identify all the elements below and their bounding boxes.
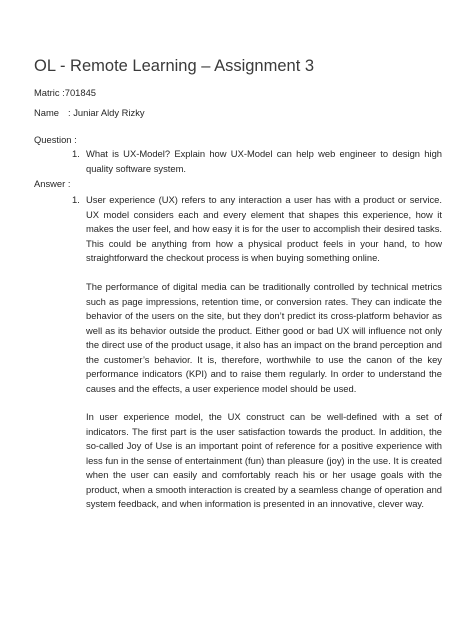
name-label: Name (34, 107, 60, 118)
matric-value: 701845 (64, 87, 97, 98)
matric-line (34, 87, 96, 98)
answer-paragraph-2: The performance of digital media can be traditionally controlled by technical metrics such as page impressions, retention time, or conversion rates. They can indicate the behavior of the users on the site, but they don’t predict its cross-platform behavior as well as its behavior outside the product. Either good or bad UX will influence not only the direct use of the product usage, it also has an impact on the brand perception and the customer’s behavior. It is, therefore, worthwhile to use the canon of the key performance indicators (KPI) and to raise them regularly. In order to understand the causes and the effects, a user experience model should be used. (86, 281, 442, 394)
question-text: What is UX-Model? Explain how UX-Model can help web engineer to design high quality software system. (86, 148, 442, 174)
name-value: : Juniar Aldy Rizky (68, 107, 145, 118)
answer-number: 1. (72, 194, 80, 205)
page-title: OL - Remote Learning – Assignment 3 (34, 57, 315, 75)
name-line (34, 107, 145, 118)
question-number: 1. (72, 148, 80, 159)
matric-label: Matric : (34, 87, 65, 98)
answer-paragraph-1: User experience (UX) refers to any interaction a user has with a product or service. UX model considers each and every element that shapes this experience, how it makes the user feel, and how easy it is for the user to accomplish their desired tasks. This could be anything from how a physical product feels in your hand, to how straightforward the checkout process is when buying something online. (86, 194, 442, 263)
answer-heading: Answer : (34, 178, 71, 189)
answer-paragraph-3: In user experience model, the UX construct can be well-defined with a set of indicators. The first part is the user satisfaction towards the product. In addition, the so-called Joy of Use is an important point of reference for a positive experience with less fun in the sense of entertainment (fun) than pleasure (joy) in the use. It is created when the user can easily and comfortably reach his or her usage goals with the product, when a smooth interaction is created by a seamless change of operation and system feedback, and when information is presented in an innovative, clever way. (86, 411, 442, 509)
question-heading: Question : (34, 134, 77, 145)
